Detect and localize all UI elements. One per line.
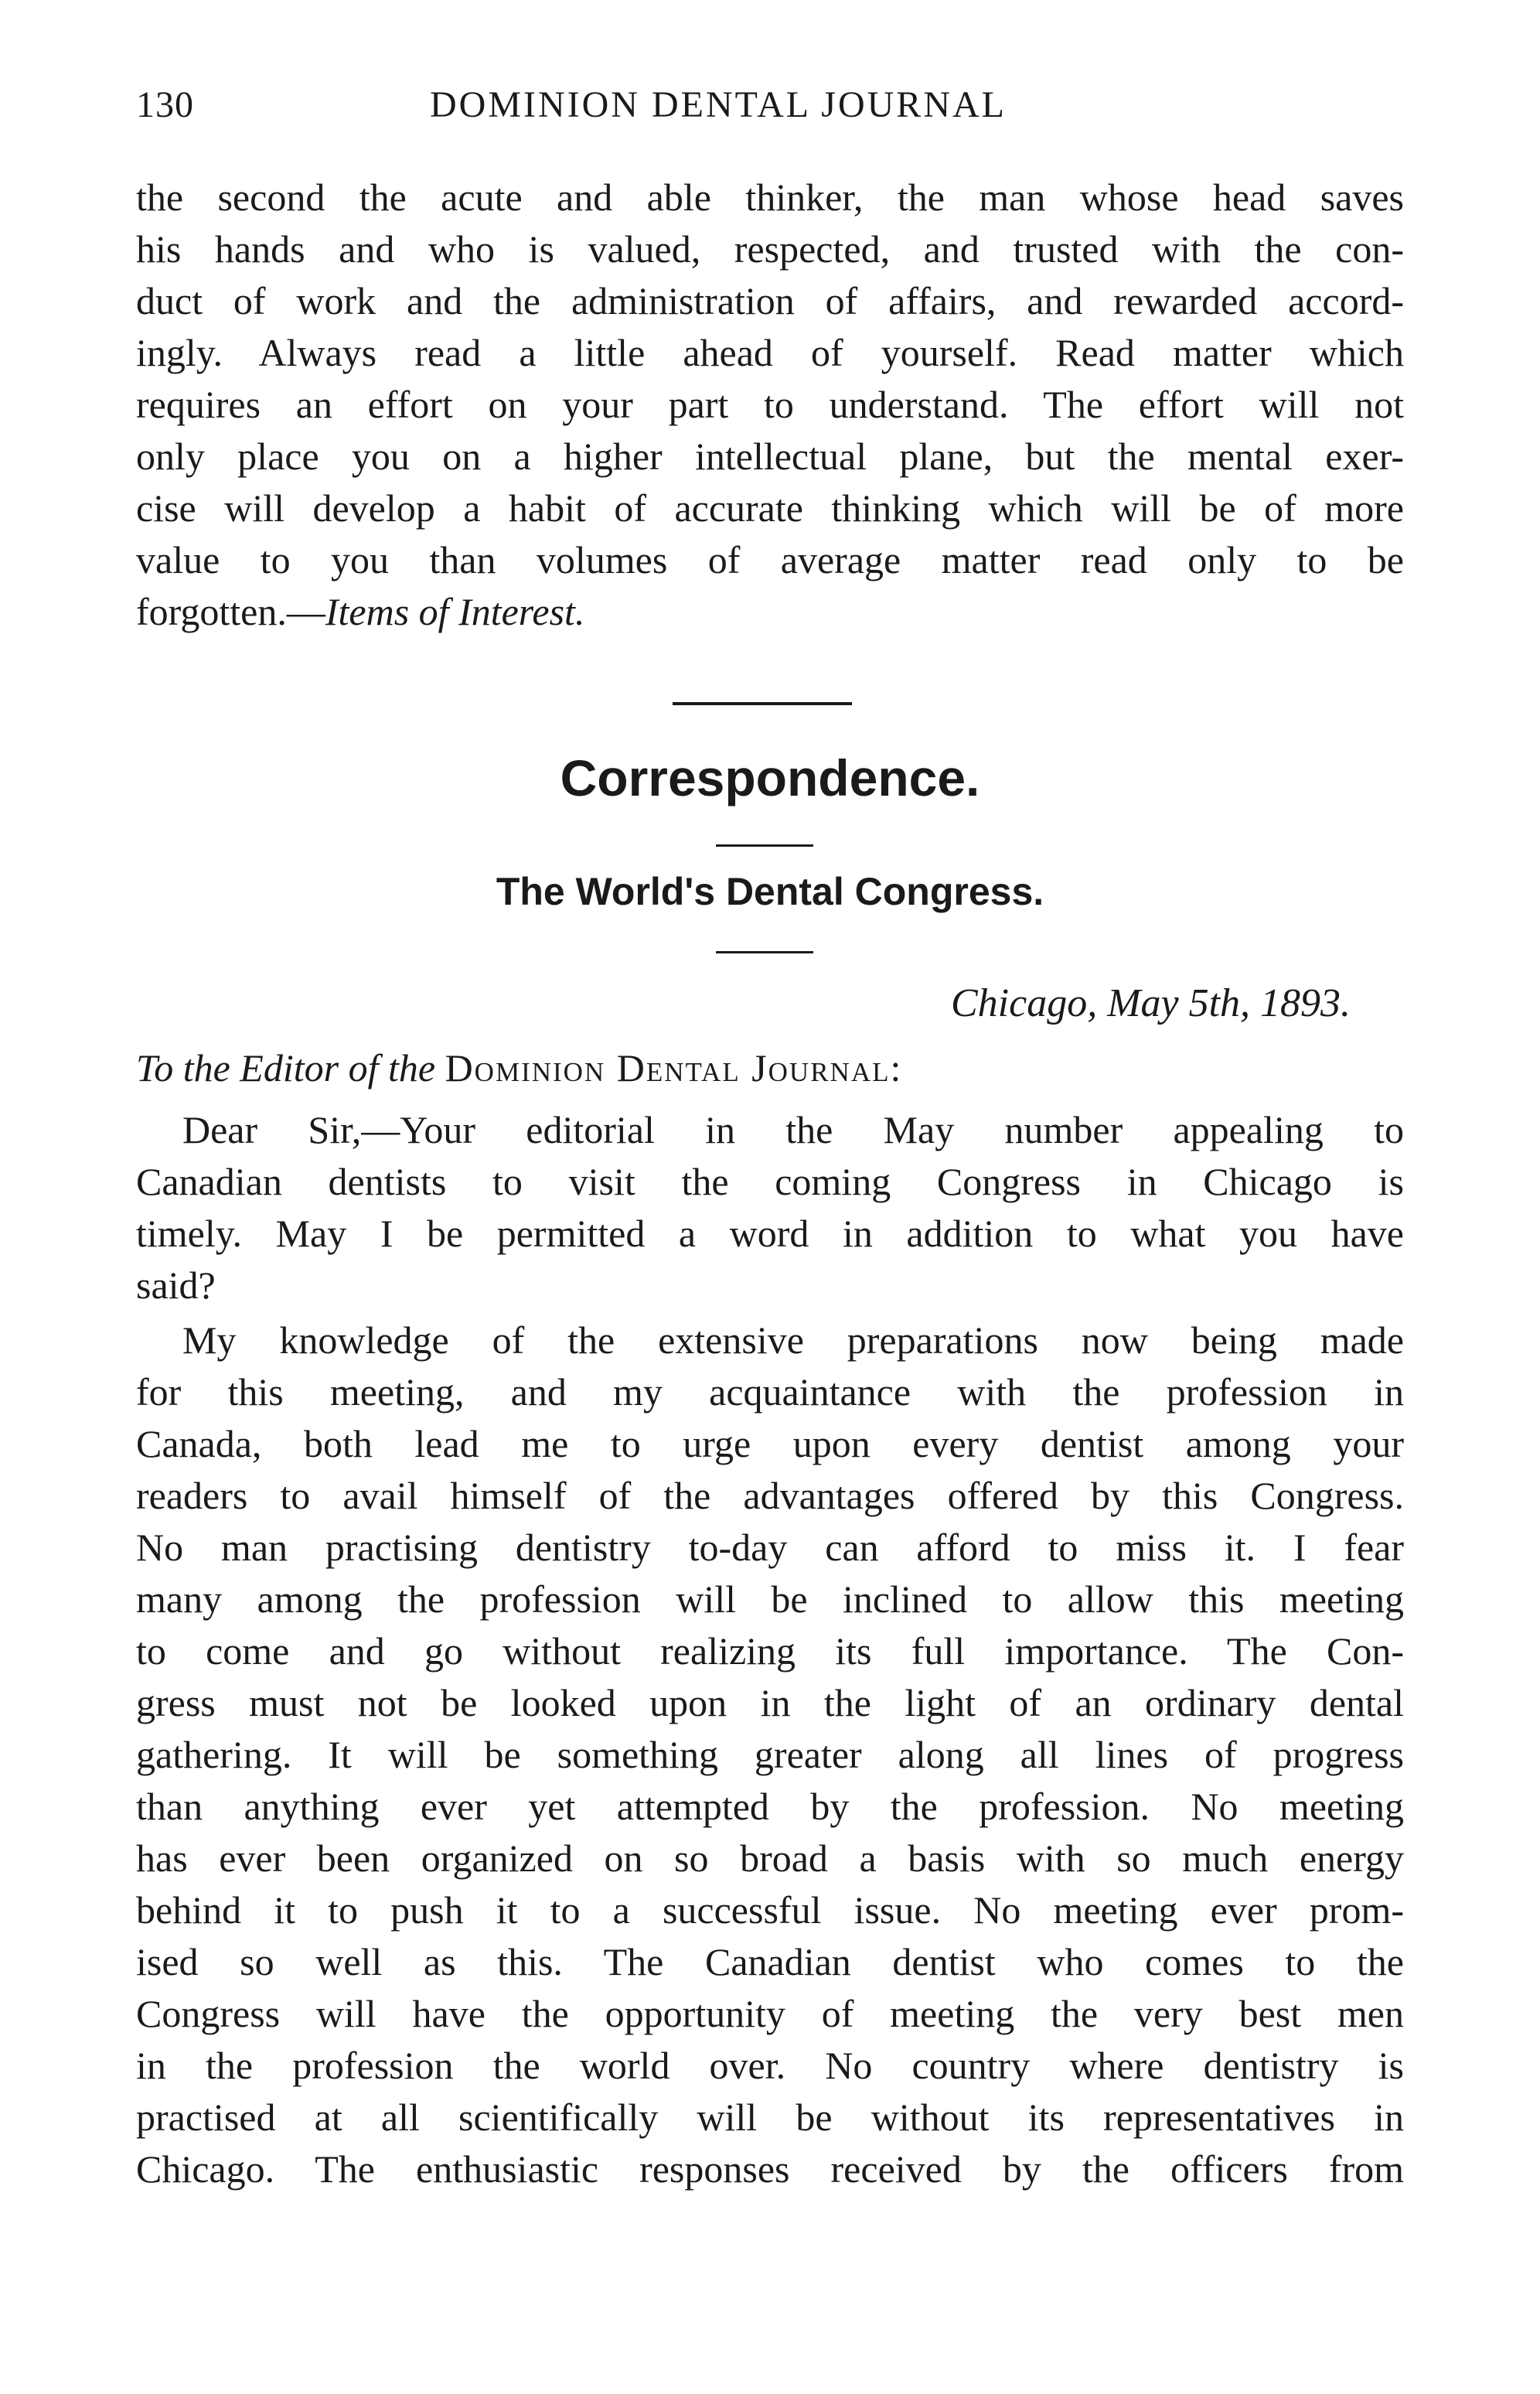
text-line: value to you than volumes of average matter read only to be bbox=[136, 538, 1404, 581]
heading-divider-rule bbox=[716, 844, 813, 847]
text-line: Chicago. The enthusiastic responses received by the officers from bbox=[136, 2147, 1404, 2191]
journal-title: DOMINION DENTAL JOURNAL bbox=[430, 84, 1007, 125]
section-title: Correspondence. bbox=[560, 749, 980, 807]
text-line: cise will develop a habit of accurate thinking which will be of more bbox=[136, 486, 1404, 530]
text-line: many among the profession will be inclined to allow this meeting bbox=[136, 1577, 1404, 1621]
letter-addressee bbox=[136, 1045, 902, 1090]
text-line: ised so well as this. The Canadian dentist who comes to the bbox=[136, 1940, 1404, 1983]
text-line: My knowledge of the extensive preparations now being made bbox=[182, 1318, 1404, 1362]
text-line: only place you on a higher intellectual plane, but the mental exer- bbox=[136, 435, 1404, 478]
text-line: practised at all scientifically will be without its representatives in bbox=[136, 2096, 1404, 2139]
text-line: duct of work and the administration of affairs, and rewarded accord- bbox=[136, 279, 1404, 322]
text-line: No man practising dentistry to-day can afford to miss it. I fear bbox=[136, 1526, 1404, 1569]
text-line-last: said? bbox=[136, 1264, 216, 1307]
source-citation: Items of Interest. bbox=[325, 590, 585, 633]
running-head bbox=[136, 84, 1404, 130]
text-line: gress must not be looked upon in the light of an ordinary dental bbox=[136, 1681, 1404, 1724]
addressee-journal: Dominion Dental Journal: bbox=[445, 1046, 903, 1090]
text-line: for this meeting, and my acquaintance with the profession in bbox=[136, 1370, 1404, 1414]
text-line: than anything ever yet attempted by the profession. No meeting bbox=[136, 1785, 1404, 1828]
text-line: readers to avail himself of the advantages offered by this Congress. bbox=[136, 1474, 1404, 1517]
text-line: Congress will have the opportunity of meeting the very best men bbox=[136, 1992, 1404, 2035]
letter-paragraph-2 bbox=[136, 1315, 1404, 2195]
opening-paragraph bbox=[136, 172, 1404, 638]
addressee-prefix: To the Editor of the bbox=[136, 1046, 436, 1090]
section-divider-rule bbox=[673, 702, 852, 705]
text-line: to come and go without realizing its full importance. The Con- bbox=[136, 1629, 1404, 1673]
text-line: timely. May I be permitted a word in addition to what you have bbox=[136, 1212, 1404, 1255]
text-line: behind it to push it to a successful issue. No meeting ever prom- bbox=[136, 1888, 1404, 1932]
letter-paragraph-1 bbox=[136, 1104, 1404, 1311]
subheading-divider-rule bbox=[716, 951, 813, 953]
article-title: The World's Dental Congress. bbox=[496, 870, 1044, 913]
text-line: gathering. It will be something greater along all lines of progress bbox=[136, 1733, 1404, 1776]
text-line: his hands and who is valued, respected, and trusted with the con- bbox=[136, 227, 1404, 271]
text-line: the second the acute and able thinker, the man whose head saves bbox=[136, 176, 1404, 219]
text-line: requires an effort on your part to understand. The effort will not bbox=[136, 383, 1404, 426]
text-line: Dear Sir,—Your editorial in the May number appealing to bbox=[182, 1108, 1404, 1151]
text-line-last bbox=[136, 586, 1404, 638]
text-line: ingly. Always read a little ahead of yourself. Read matter which bbox=[136, 331, 1404, 374]
letter-dateline: Chicago, May 5th, 1893. bbox=[951, 981, 1351, 1025]
last-line-text: forgotten.— bbox=[136, 590, 325, 633]
text-line: Canada, both lead me to urge upon every dentist among your bbox=[136, 1422, 1404, 1465]
text-line: in the profession the world over. No country where dentistry is bbox=[136, 2044, 1404, 2087]
text-line: Canadian dentists to visit the coming Congress in Chicago is bbox=[136, 1160, 1404, 1203]
page-number: 130 bbox=[136, 84, 194, 125]
text-line: has ever been organized on so broad a basis with so much energy bbox=[136, 1836, 1404, 1880]
